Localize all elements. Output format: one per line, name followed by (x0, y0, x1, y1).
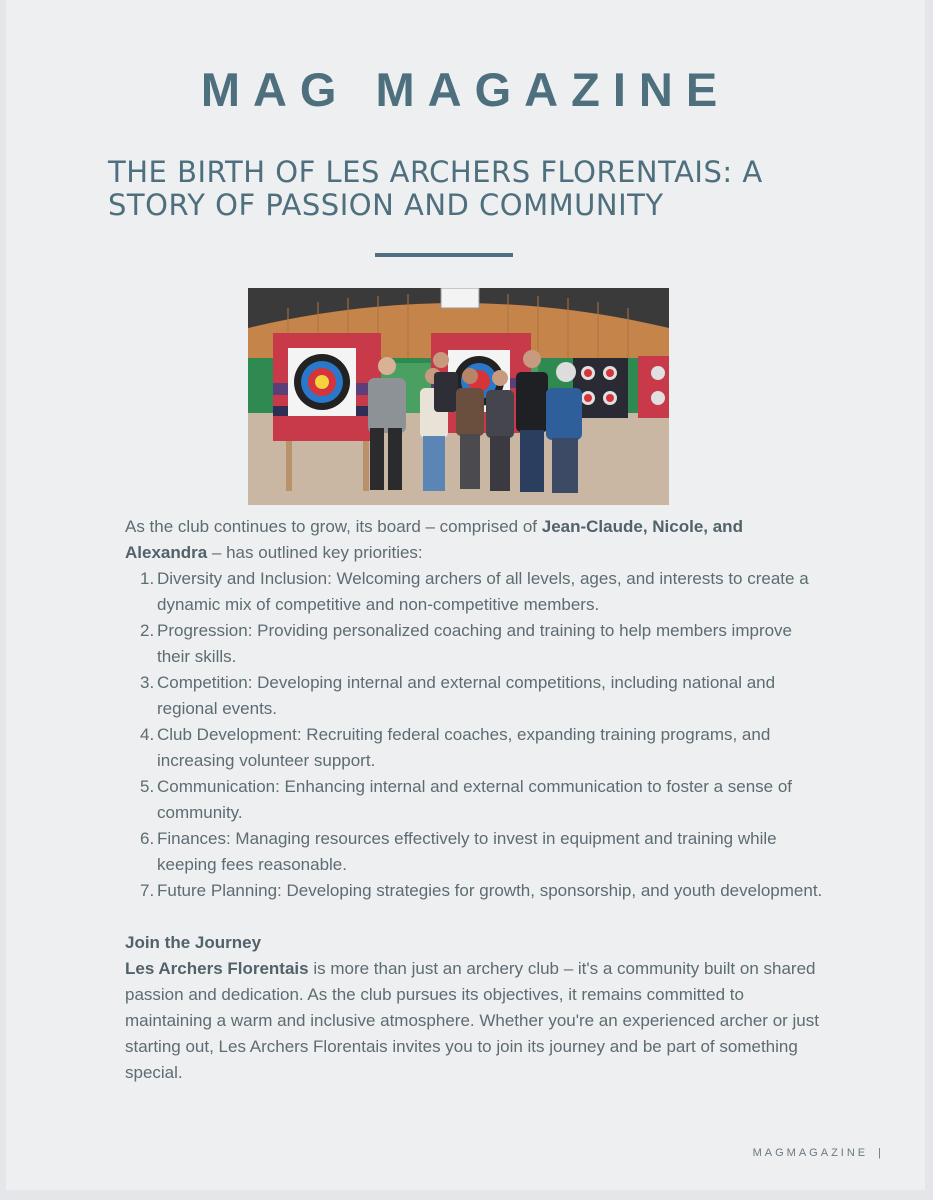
title-divider (375, 253, 513, 257)
intro-text-before: As the club continues to grow, its board – comprised of (125, 517, 542, 536)
club-name: Les Archers Florentais (125, 959, 309, 978)
footer-label: MAGMAGAZINE (752, 1147, 869, 1159)
list-item: Finances: Managing resources effectively to invest in equipment and training while keeping fees reasonable. (157, 829, 777, 874)
intro-paragraph (125, 514, 825, 566)
list-item: Competition: Developing internal and external competitions, including national and regional events. (157, 673, 776, 718)
join-heading: Join the Journey (125, 933, 262, 952)
page-footer (753, 1147, 881, 1159)
intro-text-after: – has outlined key priorities: (207, 543, 423, 562)
list-item: Communication: Enhancing internal and external communication to foster a sense of community. (157, 777, 793, 822)
join-paragraph (125, 956, 825, 1086)
board-member-names: Jean-Claude, Nicole, and Alexandra (125, 517, 743, 562)
article-body (125, 514, 825, 1086)
priorities-list (125, 566, 825, 904)
magazine-page (6, 0, 925, 1190)
article-title: THE BIRTH OF LES ARCHERS FLORENTAIS: A STORY OF PASSION AND COMMUNITY (108, 155, 763, 222)
join-text: is more than just an archery club – it's a community built on shared passion and dedication. As the club pursues its objectives, it remains committed to maintaining a warm and inclusive atmosphere. Whether you're an experienced archer or just starting out, Les Archers Florentais invites you to join its journey and be part of something special. (125, 959, 819, 1082)
list-item: Diversity and Inclusion: Welcoming archers of all levels, ages, and interests to create a dynamic mix of competitive and non-competitive members. (157, 569, 809, 614)
footer-separator: | (878, 1147, 881, 1159)
magazine-masthead: MAG MAGAZINE (200, 63, 731, 116)
list-item: Club Development: Recruiting federal coaches, expanding training programs, and increasing volunteer support. (157, 725, 771, 770)
club-group-photo (248, 288, 669, 505)
list-item: Future Planning: Developing strategies for growth, sponsorship, and youth development. (157, 881, 823, 900)
list-item: Progression: Providing personalized coaching and training to help members improve their skills. (157, 621, 793, 666)
